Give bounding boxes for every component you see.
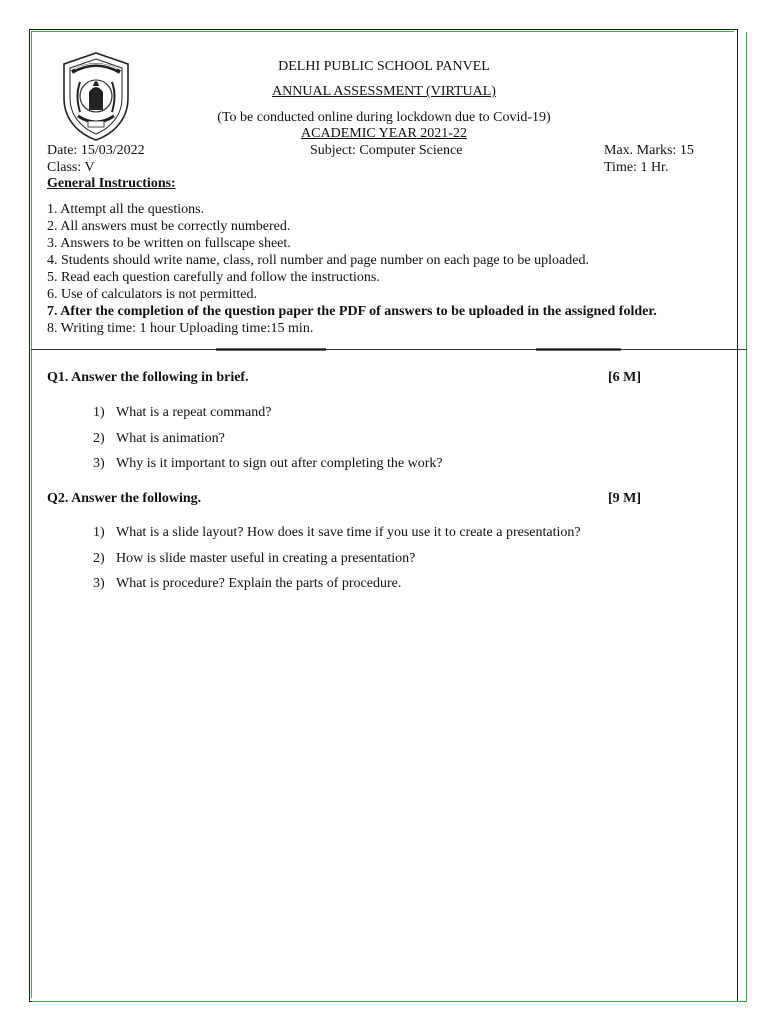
item-text: Why is it important to sign out after completing the work? (116, 456, 443, 471)
exam-date: Date: 15/03/2022 (47, 143, 145, 158)
instruction-item: 6. Use of calculators is not permitted. (47, 287, 257, 302)
section-divider (31, 348, 747, 352)
list-item (93, 551, 581, 577)
item-number: 3) (93, 576, 105, 591)
item-text: What is a slide layout? How does it save time if you use it to create a presentation? (116, 525, 581, 540)
academic-year: ACADEMIC YEAR 2021-22 (301, 126, 467, 141)
instruction-item: 7. After the completion of the question paper the PDF of answers to be uploaded in the assigned folder. (47, 304, 657, 319)
item-text: What is procedure? Explain the parts of procedure. (116, 576, 402, 591)
question-title: Q2. Answer the following. (47, 491, 202, 506)
item-number: 2) (93, 430, 105, 446)
list-item (93, 576, 581, 602)
page-border-accent-left (31, 31, 32, 998)
question-marks: [9 M] (607, 491, 641, 506)
item-number: 3) (93, 456, 105, 471)
question-marks: [6 M] (607, 370, 641, 385)
list-item (93, 405, 443, 431)
instructions-heading: General Instructions: (47, 176, 176, 191)
item-number: 1) (93, 405, 105, 420)
instruction-item: 3. Answers to be written on fullscape sheet. (47, 236, 291, 251)
instructions-list (47, 201, 657, 337)
item-text: What is animation? (116, 430, 225, 446)
instruction-item: 8. Writing time: 1 hour Uploading time:15 min. (47, 321, 314, 336)
school-name: DELHI PUBLIC SCHOOL PANVEL (278, 59, 490, 74)
list-item (93, 456, 443, 482)
instruction-item: 2. All answers must be correctly numbered. (47, 219, 291, 234)
list-item (93, 525, 581, 551)
assessment-title: ANNUAL ASSESSMENT (VIRTUAL) (272, 84, 496, 99)
item-number: 2) (93, 550, 105, 566)
instruction-item: 1. Attempt all the questions. (47, 202, 205, 217)
item-number: 1) (93, 525, 105, 540)
exam-subject: Subject: Computer Science (310, 143, 463, 158)
page-border-accent-top (31, 31, 734, 32)
list-item (93, 431, 443, 457)
question-1-heading (47, 370, 641, 386)
item-text: How is slide master useful in creating a presentation? (116, 550, 416, 566)
item-text: What is a repeat command? (116, 405, 272, 420)
question-2-heading (47, 491, 641, 507)
instruction-item: 5. Read each question carefully and follow the instructions. (47, 270, 380, 285)
exam-time: Time: 1 Hr. (604, 160, 669, 175)
question-title: Q1. Answer the following in brief. (47, 370, 249, 385)
instruction-item: 4. Students should write name, class, roll number and page number on each page to be uploaded. (47, 253, 589, 268)
max-marks: Max. Marks: 15 (604, 143, 694, 158)
assessment-note: (To be conducted online during lockdown due to Covid-19) (217, 110, 551, 125)
exam-class: Class: V (47, 160, 95, 175)
question-1-items (93, 405, 443, 482)
question-2-items (93, 525, 581, 602)
